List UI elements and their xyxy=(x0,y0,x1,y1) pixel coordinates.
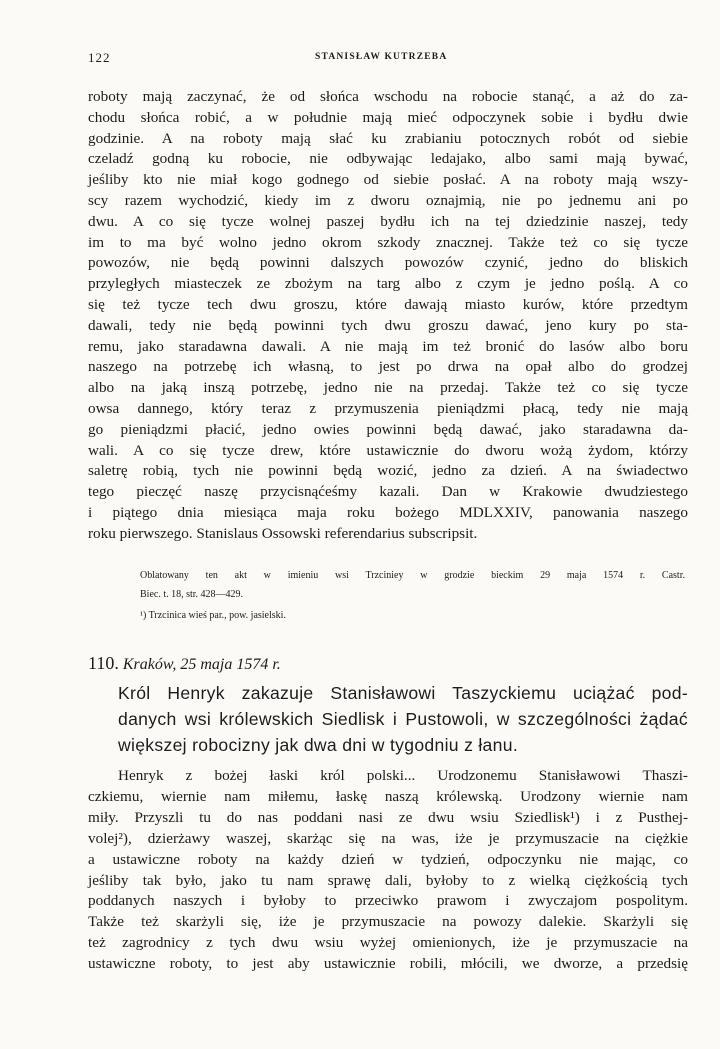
text-line: Henryk z bożej łaski król polski... Urodzonemu Stanisławowi Thaszi- xyxy=(118,767,688,784)
text-line: się też tycze tech dwu groszu, które dawają miasto kurów, które przedtym xyxy=(88,295,688,313)
footnote-text: Trzcinica wieś par., pow. jasielski. xyxy=(148,610,286,621)
text-line: remu, jako staradawna dawali. A nie mają im też bronić do lasów albo boru xyxy=(88,337,688,355)
source-note-line: Biec. t. 18, str. 428—429. xyxy=(140,589,244,600)
header-author: STANISŁAW KUTRZEBA xyxy=(315,52,448,62)
summary-line: danych wsi królewskich Siedlisk i Pustowoli, w szczególności żądać xyxy=(118,709,688,729)
text-line: a ustawiczne roboty na każdy dzień w tydzień, odpoczynku nie mając, co xyxy=(88,850,688,868)
text-line: poddanych naszych i byłoby to przeciwko prawom i zwyczajom pospolitym. xyxy=(88,892,688,910)
footnote xyxy=(140,609,685,623)
entry-heading xyxy=(88,652,688,676)
text-line: jeśliby tak było, jako tu nam sprawę dali, byłoby to z wielką ciężkością tych xyxy=(88,871,688,889)
text-line: go pieniądzmi płacić, jedno owies powinni będą dawać, jako staradawna da- xyxy=(88,420,688,438)
source-note xyxy=(140,566,685,604)
source-note-line: Oblatowany ten akt w imieniu wsi Trzciniey w grodzie bieckim 29 maja 1574 r. Castr. xyxy=(140,570,685,581)
text-line: godzinie. A na roboty mają słać ku zrabianiu potocznych robót od siebie xyxy=(88,129,688,147)
text-line: Także też skarżyli się, iże je przymuszacie na powozy dalekie. Skarżyli się xyxy=(88,913,688,931)
text-line: im to ma być wolno jedno okrom szkody znacznej. Także też co się tycze xyxy=(88,233,688,251)
text-line: dwu. A co się tycze wolnej paszej bydłu ich na tej dziedzinie naszej, tedy xyxy=(88,212,688,230)
entry-number: 110. xyxy=(88,653,119,673)
text-line: i piątego dnia miesiąca maja roku bożego MDLXXIV, panowania naszego xyxy=(88,503,688,521)
running-header xyxy=(88,50,688,68)
summary-line: Król Henryk zakazuje Stanisławowi Taszyckiemu uciążać pod- xyxy=(118,683,688,703)
entry-body-text xyxy=(88,766,688,975)
text-line: miły. Przyszli tu do nas poddani nasi ze dwu wsiu Sziedlisk¹) i z Pusthej- xyxy=(88,808,688,826)
text-line: powozów, nie będą powinni dalszych powozów czynić, jedno do bliskich xyxy=(88,254,688,272)
entry-summary xyxy=(118,680,688,758)
text-line: albo na jaką inszą potrzebę, jedno nie na przedaj. Także też co się tycze xyxy=(88,379,688,397)
text-line: wali. A co się tycze drew, które ustawicznie do dworu wożą żydom, którzy xyxy=(88,441,688,459)
footnote-marker: ¹) xyxy=(140,610,147,621)
entry-place-date: Kraków, 25 maja 1574 r. xyxy=(122,656,281,673)
text-line: ustawiczne roboty, to jest aby ustawicznie robili, młócili, we dworze, a przedsię xyxy=(88,955,688,973)
text-line: czkiemu, wiernie nam miłemu, łaskę naszą królewską. Urodzony wiernie nam xyxy=(88,787,688,805)
text-line: też zagrodnicy z tych dwu wsiu wyżej omienionych, iże je przymuszacie na xyxy=(88,934,688,952)
text-line: volej²), dzierżawy waszej, skarżąc się na was, iże je przymuszacie na ciężkie xyxy=(88,829,688,847)
text-line: chodu słońca robić, a w południe mają mieć odpoczynek sobie i bydłu dwie xyxy=(88,108,688,126)
text-line: dawali, tedy nie będą powinni tych dwu groszu dawać, jeno kury po sta- xyxy=(88,316,688,334)
text-line: saletrę robią, tych nie powinni będą wozić, jedno za dzień. A na świadectwo xyxy=(88,462,688,480)
text-line: jeśliby kto nie miał kogo godnego od siebie posłać. A na roboty mają wszy- xyxy=(88,171,688,189)
text-line: roku pierwszego. Stanislaus Ossowski referendarius subscripsit. xyxy=(88,524,478,542)
text-line: scy razem wychodzić, kiedy im z dworu oznajmią, nie po jednemu ani po xyxy=(88,191,688,209)
text-line: roboty mają zaczynać, że od słońca wschodu na robocie stanąć, a aż do za- xyxy=(88,88,688,105)
summary-line: większej robocizny jak dwa dni w tygodniu z łanu. xyxy=(118,735,519,755)
text-line: owsa dannego, który teraz z przymuszenia pieniądzmi płacą, tedy nie mają xyxy=(88,399,688,417)
text-line: tego pieczęć naszę przycisnąćeśmy kazali. Dan w Krakowie dwudziestego xyxy=(88,483,688,501)
footnote-line xyxy=(140,609,685,623)
text-line: naszego na potrzebę ich własną, to jest po drwa na opał albo do grodzej xyxy=(88,358,688,376)
continued-document-text xyxy=(88,87,688,545)
text-line: czeladź godną ku robocie, nie odbywając ledajako, albo sami mają bywać, xyxy=(88,150,688,168)
page-number: 122 xyxy=(88,50,111,65)
text-line: przyległych miasteczek ze zbożym na targ albo z czym je jedno poślą. A co xyxy=(88,275,688,293)
